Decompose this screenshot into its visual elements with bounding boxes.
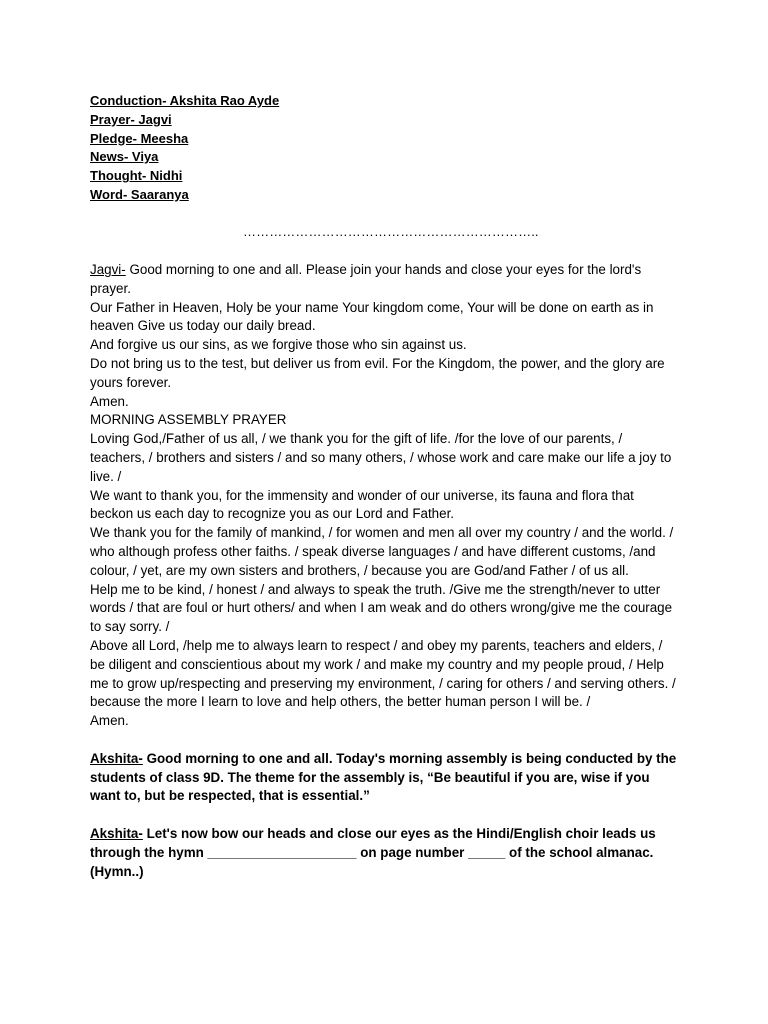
prayer-line: Do not bring us to the test, but deliver us from evil. For the Kingdom, the power, and the glory are yours forever. [90, 355, 665, 390]
role-pledge: Pledge- Meesha [90, 130, 189, 146]
spacer [90, 806, 680, 825]
role-news: News- Viya [90, 149, 159, 165]
speaker-label: Akshita- [90, 825, 143, 841]
prayer-intro [90, 261, 680, 299]
hymn-intro-text: Let's now bow our heads and close our eyes as the Hindi/English choir leads us through the hymn ____________________ on page number _____ of the school almanac. (Hymn..) [90, 825, 656, 879]
prayer-line: Help me to be kind, / honest / and always to speak the truth. /Give me the strength/never to utter words / that are foul or hurt others/ and when I am weak and do others wrong/give me the courage to say sorry. / [90, 581, 673, 635]
prayer-intro-text: Good morning to one and all. Please join your hands and close your eyes for the lord's prayer. [90, 262, 642, 296]
assembly-intro [90, 750, 680, 806]
prayer-line: We want to thank you, for the immensity and wonder of our universe, its fauna and flora that beckon us each day to recognize you as our Lord and Father. [90, 487, 634, 522]
assembly-intro-text: Good morning to one and all. Today's morning assembly is being conducted by the students of class 9D. The theme for the assembly is, “Be beautiful if you are, wise if you want to, but be respected, that is essential.” [90, 750, 677, 804]
role-word: Word- Saaranya [90, 186, 189, 202]
prayer-heading: MORNING ASSEMBLY PRAYER [90, 412, 287, 428]
prayer-line: We thank you for the family of mankind, / for women and men all over my country / and the world. / who although profess other faiths. / speak diverse languages / and have different customs, /and colour, / yet, are my own sisters and brothers, / because you are God/and Father / of us all. [90, 525, 674, 578]
prayer-line: Amen. [90, 393, 129, 409]
role-conduction: Conduction- Akshita Rao Ayde [90, 93, 280, 108]
prayer-line: Loving God,/Father of us all, / we thank you for the gift of life. /for the love of our parents, / teachers, / brothers and sisters / and so many others, / whose work and care make our life a joy to live. / [90, 431, 672, 484]
speaker-label: Akshita- [90, 750, 143, 766]
prayer-line: Our Father in Heaven, Holy be your name Your kingdom come, Your will be done on earth as in heaven Give us today our daily bread. [90, 299, 654, 334]
role-prayer: Prayer- Jagvi [90, 111, 172, 127]
prayer-line: Above all Lord, /help me to always learn to respect / and obey my parents, teachers and elders, / be diligent and conscientious about my work / and make my country and my people proud, / Help me to grow up/respecting and preserving my environment, / caring for others / and serving others. / because the more I learn to love and help others, the better human person I will be. / [90, 637, 676, 710]
prayer-line: Amen. [90, 713, 129, 729]
spacer [90, 731, 680, 750]
role-thought: Thought- Nidhi [90, 168, 183, 184]
script-body [90, 261, 680, 881]
speaker-label: Jagvi- [90, 262, 126, 277]
hymn-intro [90, 825, 680, 881]
prayer-line: And forgive us our sins, as we forgive those who sin against us. [90, 337, 467, 353]
role-assignments [90, 92, 279, 205]
dotted-divider: ………………………………………………………….. [243, 224, 539, 239]
